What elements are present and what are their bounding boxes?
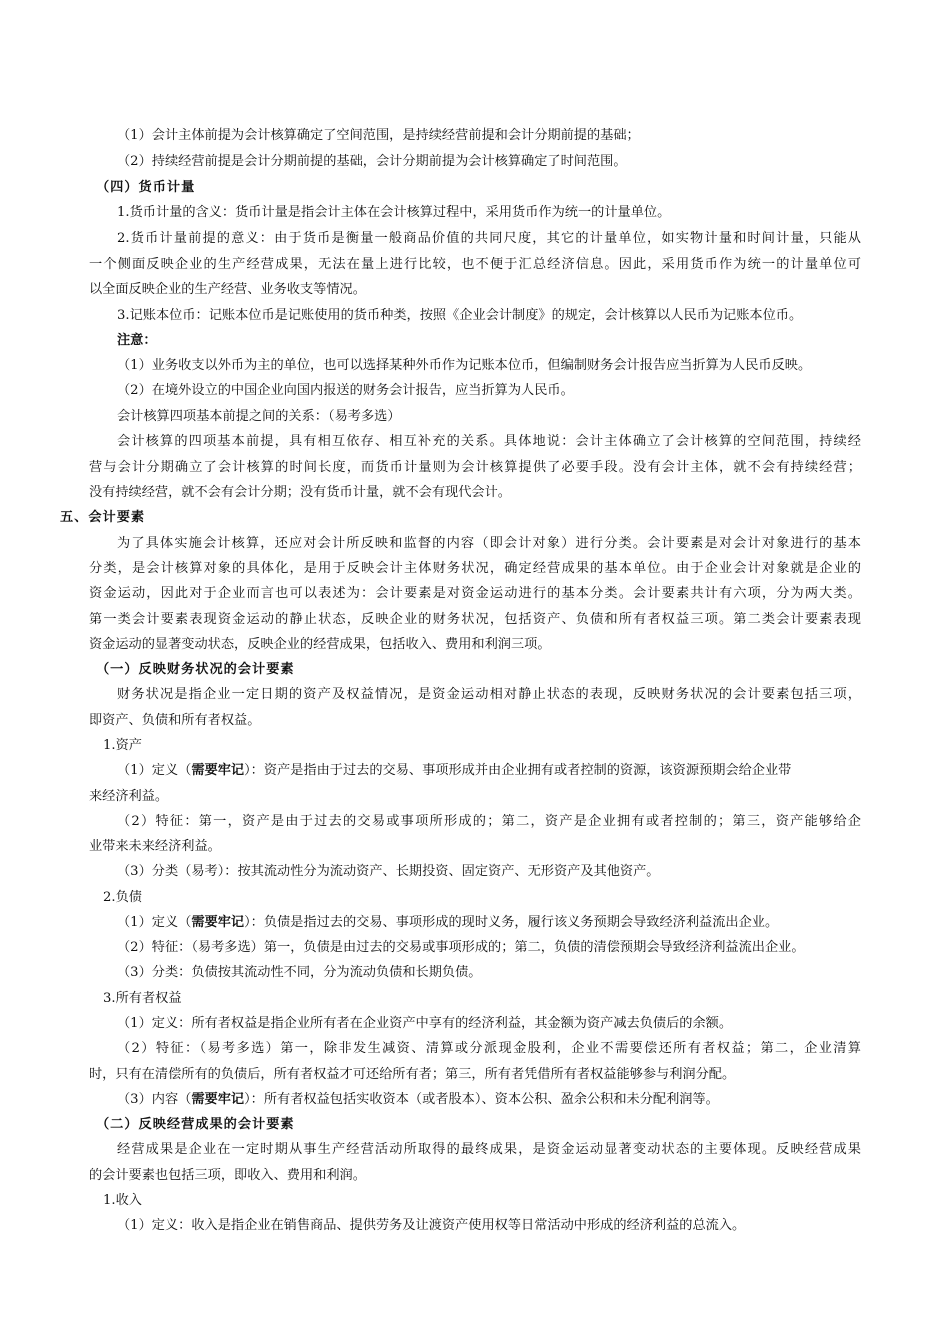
paragraph-line: 为了具体实施会计核算，还应对会计所反映和监督的内容（即会计对象）进行分类。会计要素是对会计对象进行的基本 xyxy=(117,536,861,551)
paragraph-line: （1）定义：所有者权益是指企业所有者在企业资产中享有的经济利益，其金额为资产减去负债后的余额。 xyxy=(117,1016,733,1031)
section-heading: （二）反映经营成果的会计要素 xyxy=(96,1117,295,1132)
paragraph-line: （1）业务收支以外币为主的单位，也可以选择某种外币作为记账本位币，但编制财务会计报告应当折算为人民币反映。 xyxy=(117,358,812,373)
section-heading: （四）货币计量 xyxy=(96,180,196,195)
paragraph-line xyxy=(117,914,778,932)
paragraph-line: 第一类会计要素表现资金运动的静止状态，反映企业的财务状况，包括资产、负债和所有者权益三项。第二类会计要素表现 xyxy=(89,612,861,627)
paragraph-line: 时，只有在清偿所有的负债后，所有者权益才可还给所有者；第三，所有者凭借所有者权益能够参与利润分配。 xyxy=(89,1067,736,1082)
paragraph-line: 即资产、负债和所有者权益。 xyxy=(89,713,261,728)
paragraph-line: 资金运动，因此对于企业而言也可以表述为：会计要素是对资金运动进行的基本分类。会计要素共计有六项，分为两大类。 xyxy=(89,586,861,601)
paragraph-line xyxy=(117,1091,719,1109)
text-fragment: （3）内容（ xyxy=(117,1092,192,1107)
emphasis-text: 需要牢记 xyxy=(191,915,245,930)
subsection-heading: 1.收入 xyxy=(103,1193,142,1208)
emphasis-text: 需要牢记 xyxy=(191,1092,245,1107)
paragraph-line: （2）持续经营前提是会计分期前提的基础，会计分期前提为会计核算确定了时间范围。 xyxy=(117,154,627,169)
paragraph-line xyxy=(117,762,791,780)
text-fragment: ）：负债是指过去的交易、事项形成的现时义务，履行该义务预期会导致经济利益流出企业。 xyxy=(244,915,779,930)
paragraph-line: 营与会计分期确立了会计核算的时间长度，而货币计量则为会计核算提供了必要手段。没有会计主体，就不会有持续经营； xyxy=(89,460,861,475)
paragraph-line: （2）在境外设立的中国企业向国内报送的财务会计报告，应当折算为人民币。 xyxy=(117,383,574,398)
text-fragment: （1）定义（ xyxy=(117,915,192,930)
paragraph-line: （1）定义：收入是指企业在销售商品、提供劳务及让渡资产使用权等日常活动中形成的经济利益的总流入。 xyxy=(117,1218,746,1233)
subsection-heading: 1.资产 xyxy=(103,738,142,753)
text-fragment: ）：所有者权益包括实收资本（或者股本）、资本公积、盈余公积和未分配利润等。 xyxy=(244,1092,719,1107)
emphasis-text: 需要牢记 xyxy=(191,763,245,778)
paragraph-line: 分类，是会计核算对象的具体化，是用于反映会计主体财务状况，确定经营成果的基本单位。由于企业会计对象就是企业的 xyxy=(89,561,861,576)
subsection-heading: 2.负债 xyxy=(103,890,142,905)
paragraph-line: 2.货币计量前提的意义：由于货币是衡量一般商品价值的共同尺度，其它的计量单位，如实物计量和时间计量，只能从 xyxy=(117,231,861,246)
paragraph-line: （2）特征：（易考多选）第一，负债是由过去的交易或事项形成的；第二，负债的清偿预期会导致经济利益流出企业。 xyxy=(117,940,805,955)
paragraph-line: 业带来未来经济利益。 xyxy=(89,839,221,854)
section-heading: （一）反映财务状况的会计要素 xyxy=(96,662,295,677)
paragraph-line: （3）分类：负债按其流动性不同，分为流动负债和长期负债。 xyxy=(117,965,482,980)
subsection-heading: 3.所有者权益 xyxy=(103,991,182,1006)
paragraph-line: 财务状况是指企业一定日期的资产及权益情况，是资金运动相对静止状态的表现，反映财务状况的会计要素包括三项， xyxy=(117,687,861,702)
section-heading: 五、会计要素 xyxy=(60,510,146,525)
text-fragment: （1）定义（ xyxy=(117,763,192,778)
paragraph-line: 经营成果是企业在一定时期从事生产经营活动所取得的最终成果，是资金运动显著变动状态的主要体现。反映经营成果 xyxy=(117,1142,861,1157)
paragraph-line: （1）会计主体前提为会计核算确定了空间范围，是持续经营前提和会计分期前提的基础； xyxy=(117,128,640,143)
paragraph-line: 来经济利益。 xyxy=(89,789,169,804)
paragraph-line: 会计核算四项基本前提之间的关系：（易考多选） xyxy=(117,409,401,424)
paragraph-line: 的会计要素也包括三项，即收入、费用和利润。 xyxy=(89,1168,366,1183)
note-label: 注意： xyxy=(117,333,157,348)
paragraph-line: （2）特征：（易考多选）第一，除非发生减资、清算或分派现金股利，企业不需要偿还所有者权益；第二，企业清算 xyxy=(117,1041,861,1056)
paragraph-line: 3.记账本位币：记账本位币是记账使用的货币种类，按照《企业会计制度》的规定，会计核算以人民币为记账本位币。 xyxy=(117,308,803,323)
paragraph-line: （2）特征：第一，资产是由于过去的交易或事项所形成的；第二，资产是企业拥有或者控制的；第三，资产能够给企 xyxy=(117,814,861,829)
paragraph-line: 资金运动的显著变动状态，反映企业的经营成果，包括收入、费用和利润三项。 xyxy=(89,637,551,652)
paragraph-line: 以全面反映企业的生产经营、业务收支等情况。 xyxy=(89,282,366,297)
paragraph-line: 1.货币计量的含义：货币计量是指会计主体在会计核算过程中，采用货币作为统一的计量单位。 xyxy=(117,205,671,220)
paragraph-line: 没有持续经营，就不会有会计分期；没有货币计量，就不会有现代会计。 xyxy=(89,485,511,500)
paragraph-line: 一个侧面反映企业的生产经营成果，无法在量上进行比较，也不便于汇总经济信息。因此，采用货币作为统一的计量单位可 xyxy=(89,257,861,272)
text-fragment: ）：资产是指由于过去的交易、事项形成并由企业拥有或者控制的资源，该资源预期会给企业带 xyxy=(244,763,792,778)
paragraph-line: （3）分类（易考）：按其流动性分为流动资产、长期投资、固定资产、无形资产及其他资产。 xyxy=(117,864,660,879)
paragraph-line: 会计核算的四项基本前提，具有相互依存、相互补充的关系。具体地说：会计主体确立了会计核算的空间范围，持续经 xyxy=(117,434,861,449)
